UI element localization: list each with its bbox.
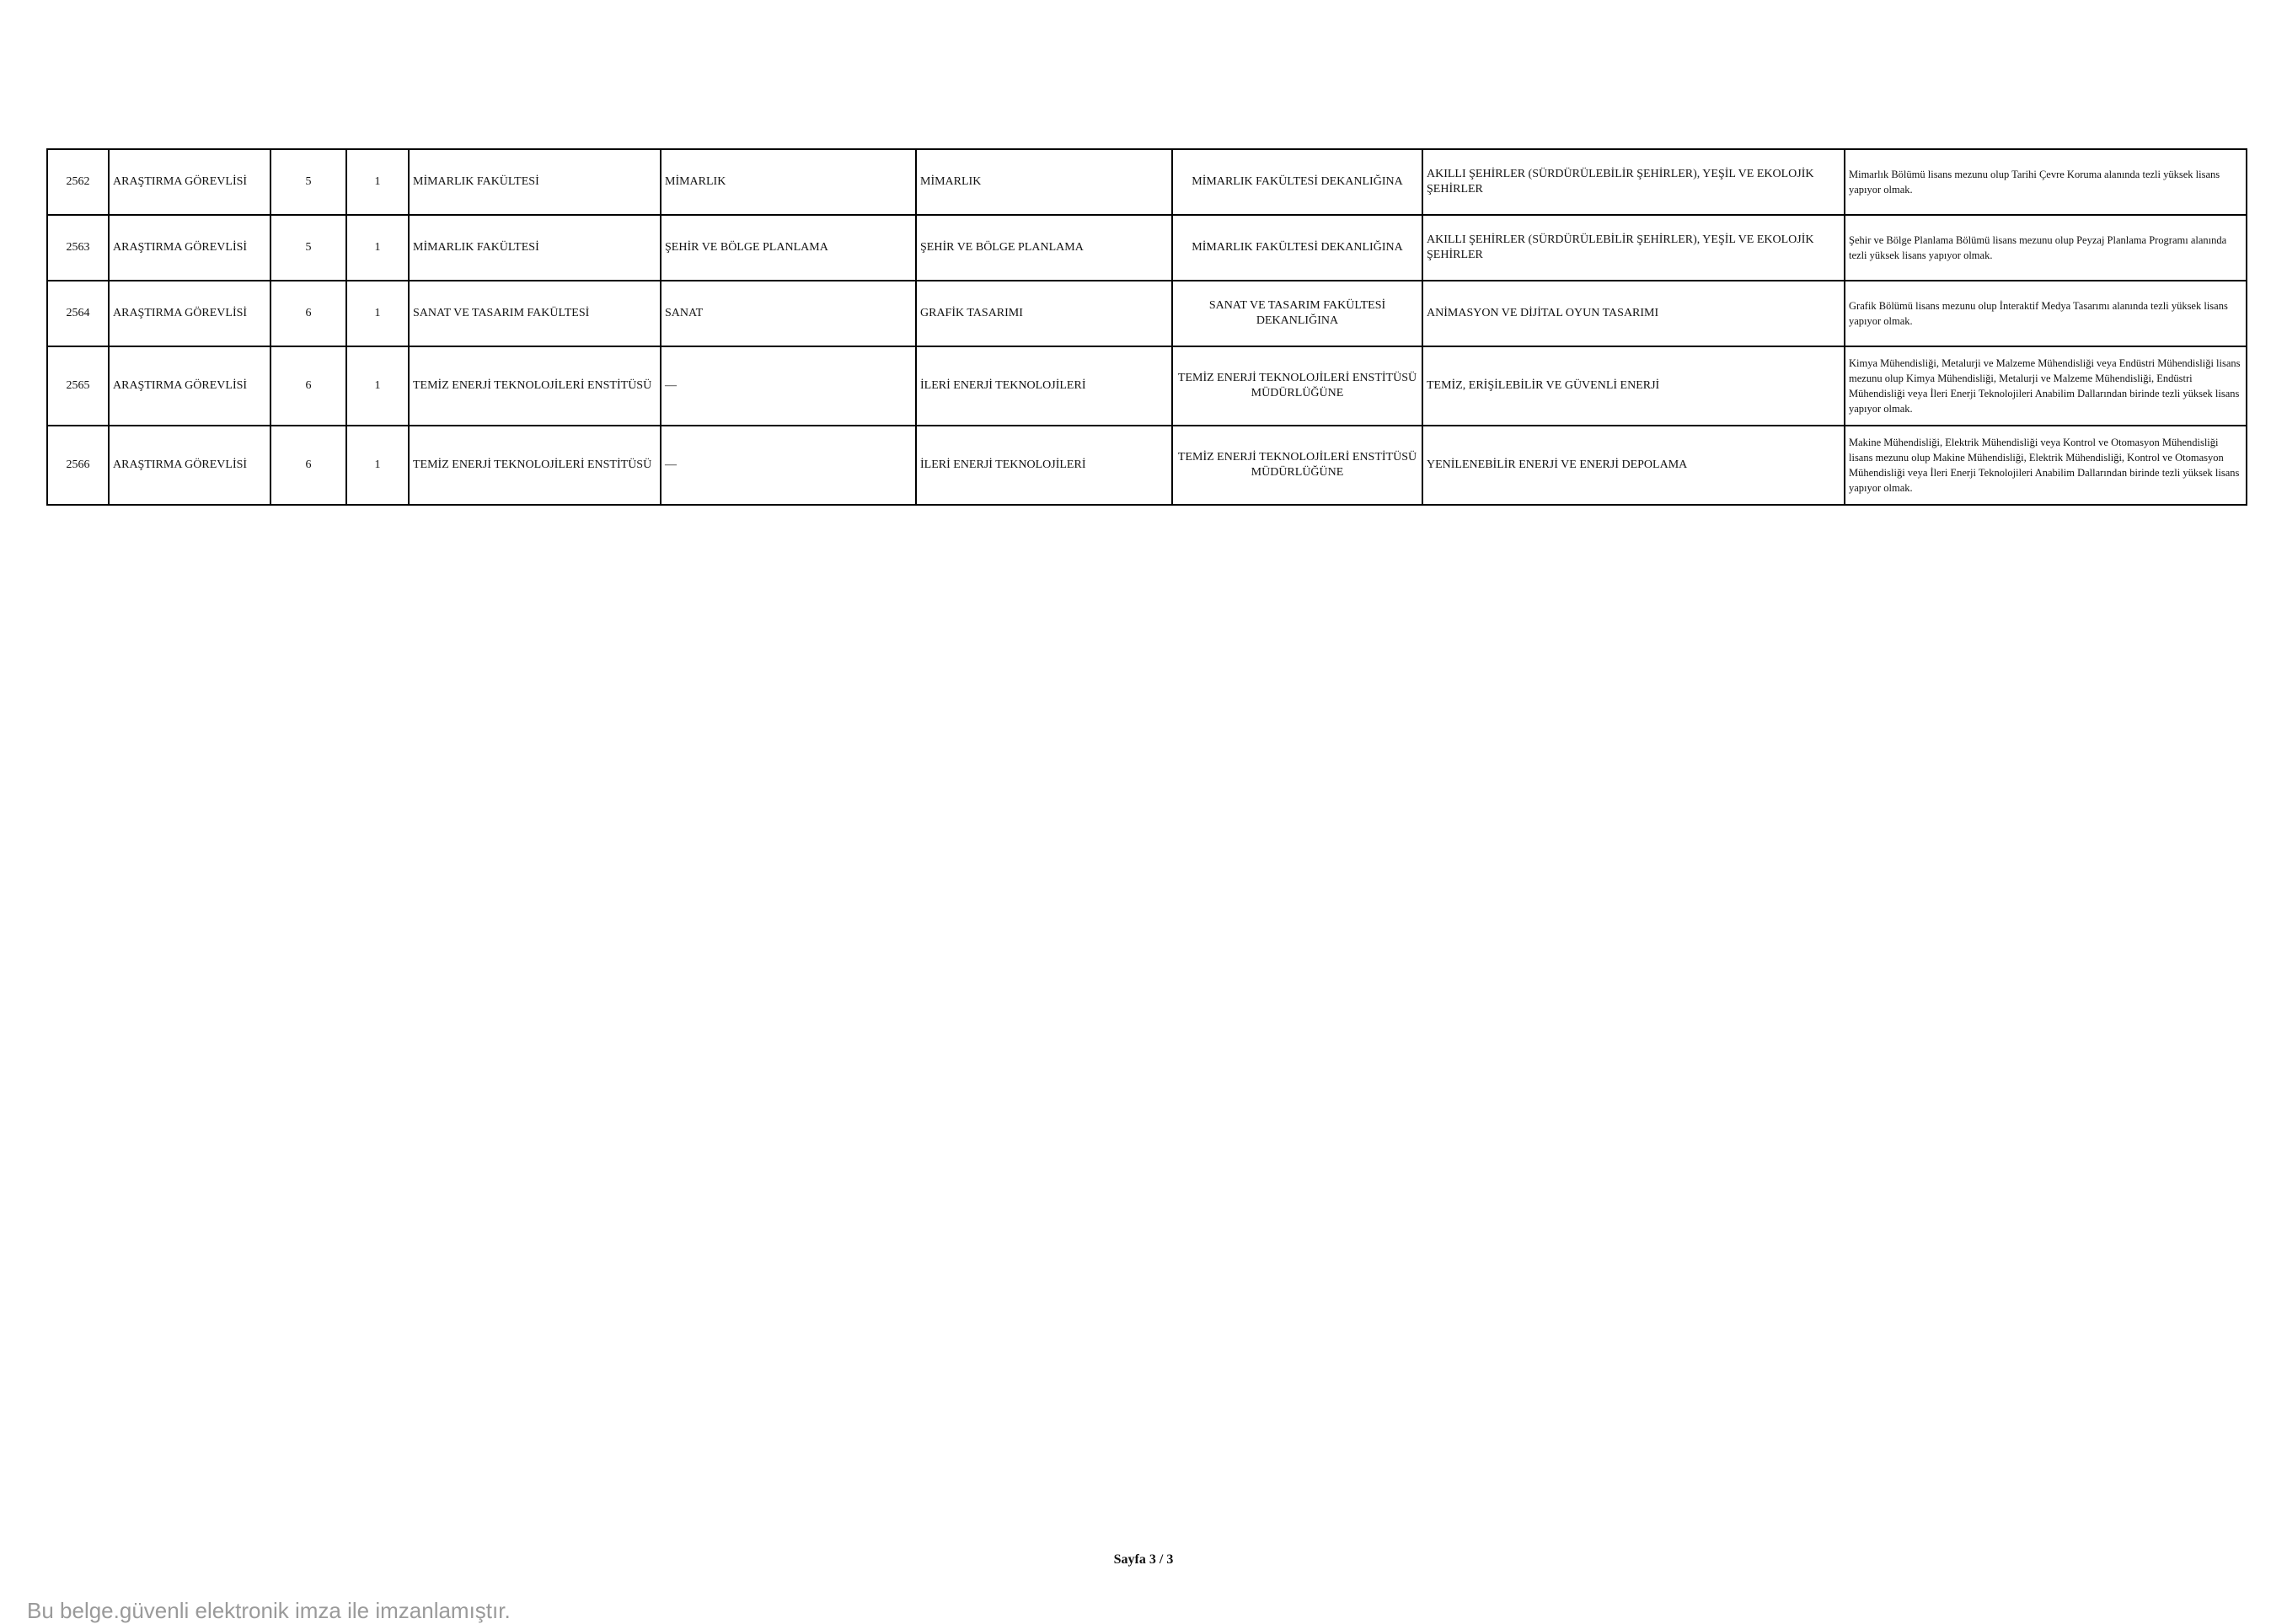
cell-alan: ANİMASYON VE DİJİTAL OYUN TASARIMI: [1422, 281, 1845, 346]
cell-aciklama: Makine Mühendisliği, Elektrik Mühendisliği veya Kontrol ve Otomasyon Mühendisliği lisans mezunu olup Makine Mühendisliği, Elektrik Mühendisliği, Kontrol ve Otomasyon Mühendisliği veya İleri Enerji Teknolojileri Anabilim Dallarından birinde tezli yüksek lisans yapıyor olmak.: [1845, 426, 2247, 505]
cell-aciklama: Şehir ve Bölge Planlama Bölümü lisans mezunu olup Peyzaj Planlama Programı alanında tezli yüksek lisans yapıyor olmak.: [1845, 215, 2247, 281]
cell-no: 2565: [47, 346, 109, 426]
cell-anabilim: İLERİ ENERJİ TEKNOLOJİLERİ: [916, 346, 1172, 426]
cell-bolum: SANAT: [661, 281, 916, 346]
cell-bolum: ŞEHİR VE BÖLGE PLANLAMA: [661, 215, 916, 281]
cell-anabilim: İLERİ ENERJİ TEKNOLOJİLERİ: [916, 426, 1172, 505]
cell-adet: 1: [346, 215, 409, 281]
cell-kadro: ARAŞTIRMA GÖREVLİSİ: [109, 426, 270, 505]
cell-bolum: —: [661, 426, 916, 505]
table-row: [47, 426, 2247, 505]
cell-alan: AKILLI ŞEHİRLER (SÜRDÜRÜLEBİLİR ŞEHİRLER), YEŞİL VE EKOLOJİK ŞEHİRLER: [1422, 149, 1845, 215]
page-number: Sayfa 3 / 3: [1113, 1552, 1174, 1567]
cell-birim: MİMARLIK FAKÜLTESİ DEKANLIĞINA: [1172, 215, 1422, 281]
cell-alan: TEMİZ, ERİŞİLEBİLİR VE GÜVENLİ ENERJİ: [1422, 346, 1845, 426]
table-row: [47, 215, 2247, 281]
cell-derece: 6: [270, 426, 346, 505]
cell-derece: 6: [270, 281, 346, 346]
cell-adet: 1: [346, 346, 409, 426]
cell-fakulte: MİMARLIK FAKÜLTESİ: [409, 149, 661, 215]
cell-anabilim: ŞEHİR VE BÖLGE PLANLAMA: [916, 215, 1172, 281]
cell-aciklama: Mimarlık Bölümü lisans mezunu olup Tarihi Çevre Koruma alanında tezli yüksek lisans yapıyor olmak.: [1845, 149, 2247, 215]
cell-derece: 6: [270, 346, 346, 426]
cell-fakulte: TEMİZ ENERJİ TEKNOLOJİLERİ ENSTİTÜSÜ: [409, 346, 661, 426]
e-signature-notice: Bu belge.güvenli elektronik imza ile imzanlamıştır.: [27, 1598, 511, 1623]
cell-birim: SANAT VE TASARIM FAKÜLTESİ DEKANLIĞINA: [1172, 281, 1422, 346]
cell-kadro: ARAŞTIRMA GÖREVLİSİ: [109, 149, 270, 215]
cell-kadro: ARAŞTIRMA GÖREVLİSİ: [109, 281, 270, 346]
cell-no: 2564: [47, 281, 109, 346]
cell-bolum: MİMARLIK: [661, 149, 916, 215]
cell-fakulte: SANAT VE TASARIM FAKÜLTESİ: [409, 281, 661, 346]
cell-birim: MİMARLIK FAKÜLTESİ DEKANLIĞINA: [1172, 149, 1422, 215]
cell-anabilim: GRAFİK TASARIMI: [916, 281, 1172, 346]
cell-birim: TEMİZ ENERJİ TEKNOLOJİLERİ ENSTİTÜSÜ MÜDÜRLÜĞÜNE: [1172, 346, 1422, 426]
cell-kadro: ARAŞTIRMA GÖREVLİSİ: [109, 346, 270, 426]
cell-adet: 1: [346, 149, 409, 215]
positions-table: [46, 148, 2247, 506]
cell-derece: 5: [270, 215, 346, 281]
cell-bolum: —: [661, 346, 916, 426]
table-row: [47, 346, 2247, 426]
cell-derece: 5: [270, 149, 346, 215]
cell-no: 2562: [47, 149, 109, 215]
cell-alan: AKILLI ŞEHİRLER (SÜRDÜRÜLEBİLİR ŞEHİRLER), YEŞİL VE EKOLOJİK ŞEHİRLER: [1422, 215, 1845, 281]
cell-aciklama: Kimya Mühendisliği, Metalurji ve Malzeme Mühendisliği veya Endüstri Mühendisliği lisans mezunu olup Kimya Mühendisliği, Metalurji ve Malzeme Mühendisliği, Endüstri Mühendisliği veya İleri Enerji Teknolojileri Anabilim Dallarından birinde tezli yüksek lisans yapıyor olmak.: [1845, 346, 2247, 426]
cell-fakulte: TEMİZ ENERJİ TEKNOLOJİLERİ ENSTİTÜSÜ: [409, 426, 661, 505]
cell-no: 2563: [47, 215, 109, 281]
cell-birim: TEMİZ ENERJİ TEKNOLOJİLERİ ENSTİTÜSÜ MÜDÜRLÜĞÜNE: [1172, 426, 1422, 505]
cell-kadro: ARAŞTIRMA GÖREVLİSİ: [109, 215, 270, 281]
cell-anabilim: MİMARLIK: [916, 149, 1172, 215]
cell-alan: YENİLENEBİLİR ENERJİ VE ENERJİ DEPOLAMA: [1422, 426, 1845, 505]
table-row: [47, 149, 2247, 215]
cell-aciklama: Grafik Bölümü lisans mezunu olup İnteraktif Medya Tasarımı alanında tezli yüksek lisans yapıyor olmak.: [1845, 281, 2247, 346]
table-row: [47, 281, 2247, 346]
cell-no: 2566: [47, 426, 109, 505]
cell-adet: 1: [346, 281, 409, 346]
cell-fakulte: MİMARLIK FAKÜLTESİ: [409, 215, 661, 281]
cell-adet: 1: [346, 426, 409, 505]
